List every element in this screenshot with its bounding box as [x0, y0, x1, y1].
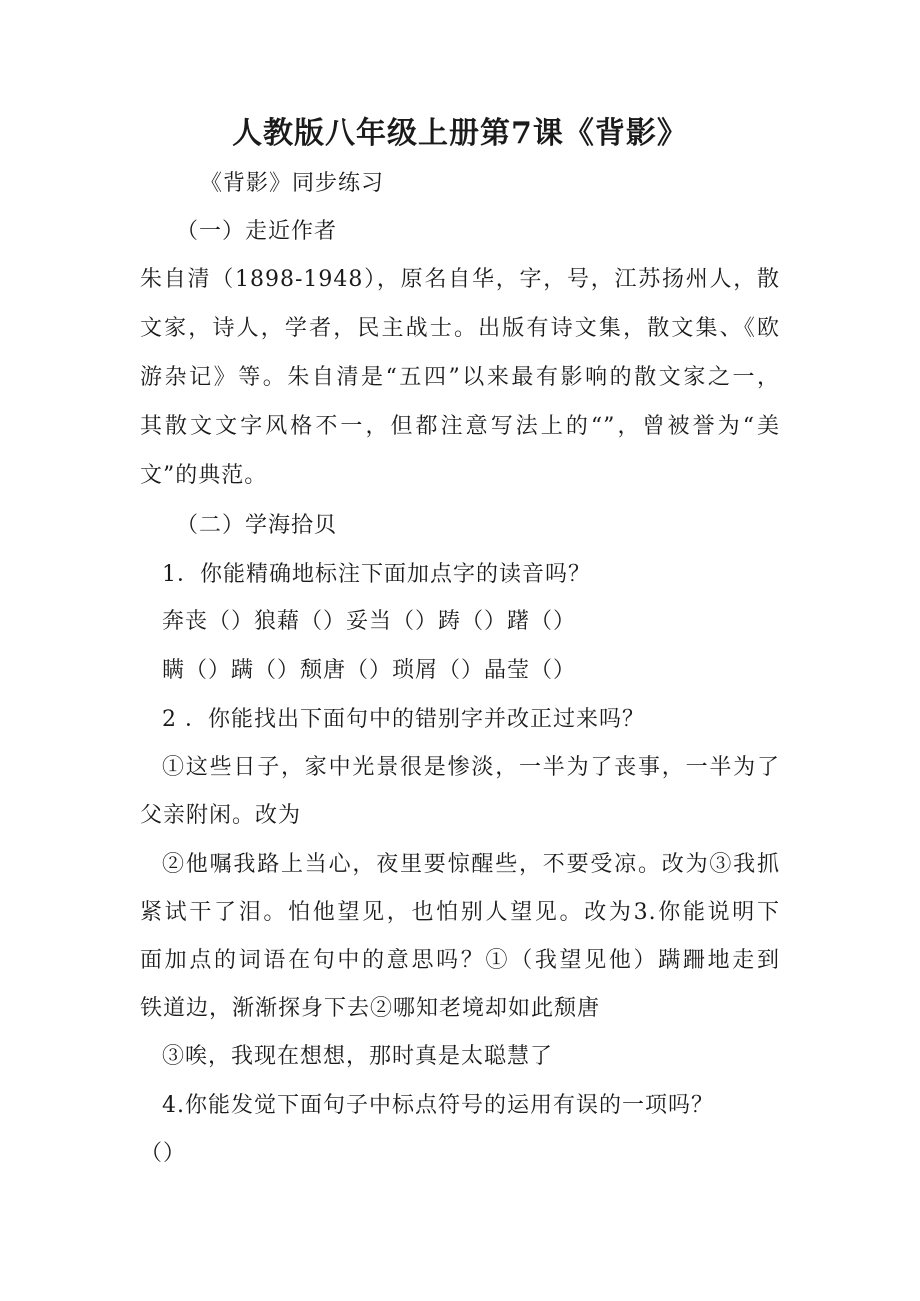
question-2-line: 紧试干了泪。怕他望见，也怕别人望见。改为3.你能说明下 — [140, 900, 780, 925]
question-4-prompt: 4.你能发觉下面句子中标点符号的运用有误的一项吗？ — [162, 1093, 714, 1118]
author-paragraph-line: 文”的典范。 — [140, 463, 268, 488]
author-paragraph-line: 游杂记》等。朱自清是“五四”以来最有影响的散文家之一， — [140, 365, 780, 390]
question-2-line: ③唉，我现在想想，那时真是太聪慧了 — [162, 1044, 554, 1069]
author-paragraph-line: 文家，诗人，学者，民主战士。出版有诗文集，散文集、《欧 — [140, 316, 780, 341]
question-4-answer-blank: （） — [140, 1141, 187, 1166]
question-2-line: ②他嘱我路上当心，夜里要惊醒些，不要受凉。改为③我抓 — [162, 852, 780, 877]
question-2-line: ①这些日子，家中光景很是惨淡，一半为了丧事，一半为了 — [162, 755, 780, 780]
question-1-row: 瞒（）蹒（）颓唐（）琐屑（）晶莹（） — [162, 658, 577, 683]
question-1-row: 奔丧（）狼藉（）妥当（）踌（）躇（） — [162, 609, 577, 634]
question-2-line: 面加点的词语在句中的意思吗？①（我望见他）蹒跚地走到 — [140, 948, 780, 973]
question-2-line: 铁道边，渐渐探身下去②哪知老境却如此颓唐 — [140, 996, 601, 1021]
section-heading-author: （一）走近作者 — [176, 219, 338, 244]
author-paragraph-line: 朱自清（1898-1948），原名自华，字，号，江苏扬州人，散 — [140, 267, 780, 292]
document-title: 人教版八年级上册第7课《背影》 — [232, 116, 688, 151]
author-paragraph-line: 其散文文字风格不一，但都注意写法上的“”，曾被誉为“美 — [140, 414, 780, 439]
section-heading-exercises: （二）学海拾贝 — [176, 513, 338, 538]
question-2-prompt: 2 ．你能找出下面句中的错别字并改正过来吗？ — [162, 707, 645, 732]
question-2-line: 父亲附闲。改为 — [140, 803, 302, 828]
subtitle: 《背影》同步练习 — [200, 171, 385, 196]
question-1-prompt: 1．你能精确地标注下面加点字的读音吗？ — [162, 562, 591, 587]
